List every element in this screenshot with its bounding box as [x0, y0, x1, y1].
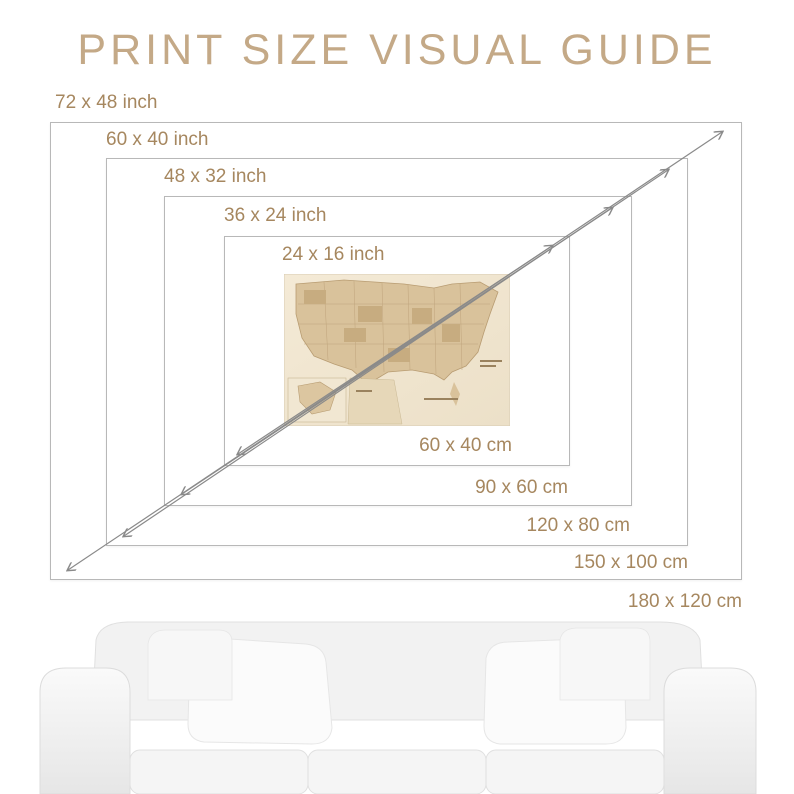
arrow-36x24 — [238, 246, 552, 454]
cm-label-90x60: 90 x 60 cm — [475, 477, 568, 498]
cm-label-150x100: 150 x 100 cm — [573, 552, 688, 573]
sofa-arm-left — [40, 668, 130, 794]
seat-cushion-right — [486, 750, 664, 794]
sofa-arm-right — [664, 668, 756, 794]
cm-label-180x120: 180 x 120 cm — [627, 591, 742, 612]
inch-label-36x24: 36 x 24 inch — [224, 205, 327, 226]
inch-label-24x16: 24 x 16 inch — [282, 244, 385, 265]
seat-cushion-left — [130, 750, 308, 794]
seat-cushion-middle — [308, 750, 486, 794]
inch-label-72x48: 72 x 48 inch — [55, 92, 158, 113]
inch-label-60x40: 60 x 40 inch — [106, 129, 209, 150]
page-title: PRINT SIZE VISUAL GUIDE — [77, 26, 717, 74]
arrow-48x32 — [182, 208, 612, 494]
pillow-back-left — [148, 630, 232, 700]
inch-label-48x32: 48 x 32 inch — [164, 166, 267, 187]
cm-label-60x40: 60 x 40 cm — [419, 435, 512, 456]
cm-label-120x80: 120 x 80 cm — [526, 515, 630, 536]
sofa-illustration — [0, 600, 794, 794]
arrow-72x48 — [68, 132, 722, 570]
pillow-back-right — [560, 628, 650, 700]
